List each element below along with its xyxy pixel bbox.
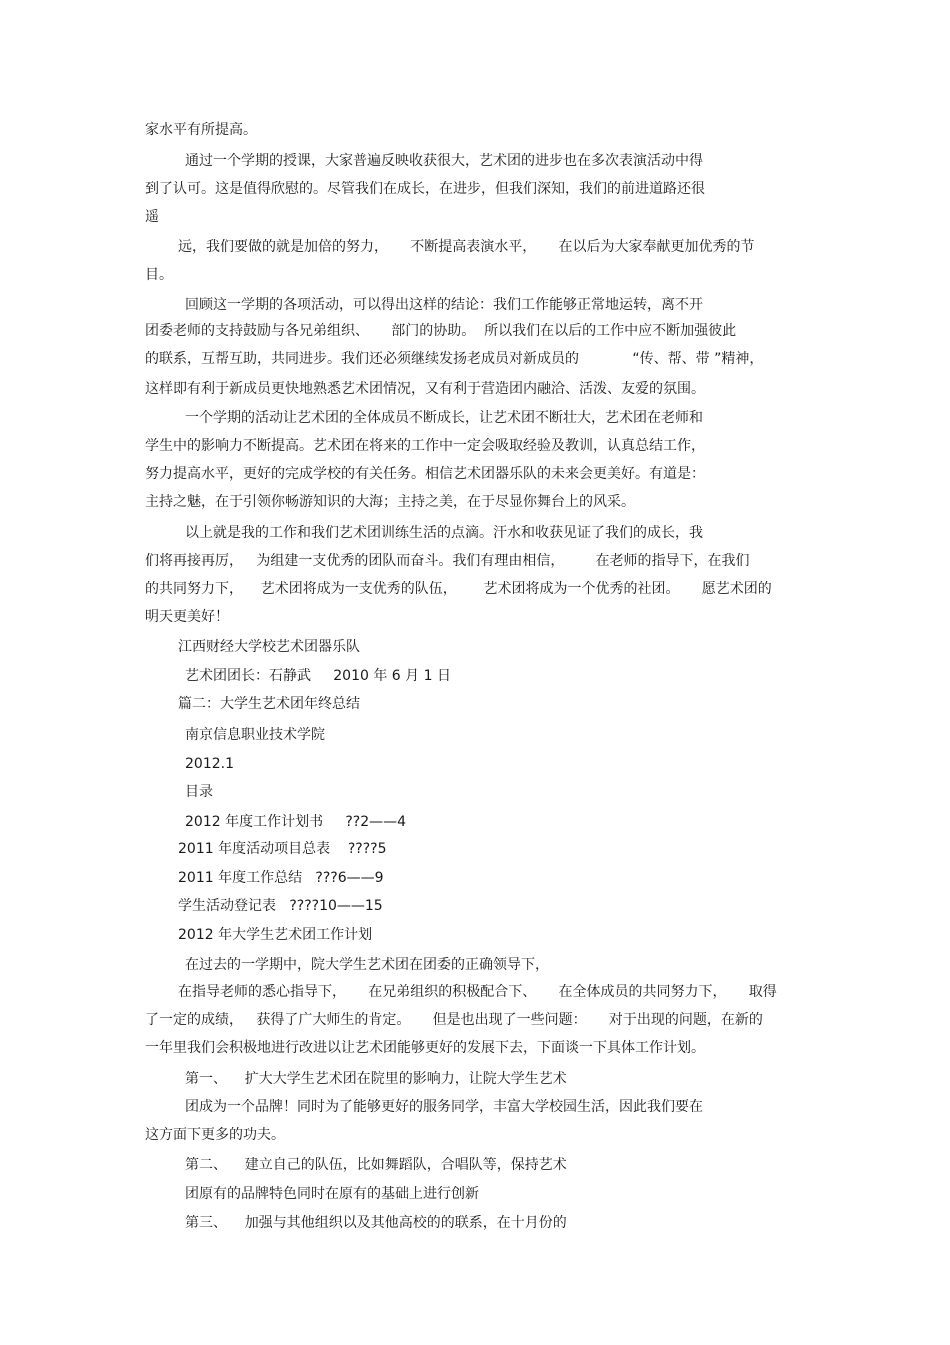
toc-item: 2012 年度工作计划书 ??2——4 — [185, 814, 407, 830]
text-line: 一年里我们会积极地进行改进以让艺术团能够更好的发展下去，下面谈一下具体工作计划。 — [145, 1040, 705, 1056]
text-line: 的共同努力下， 艺术团将成为一支优秀的队伍， 艺术团将成为一个优秀的社团。 愿艺术团的 — [145, 581, 772, 597]
text-line: 遥 — [145, 209, 159, 225]
text-line: 到了认可。这是值得欣慰的。尽管我们在成长，在进步，但我们深知，我们的前进道路还很 — [145, 181, 705, 197]
text-line: 了一定的成绩， 获得了广大师生的肯定。 但是也出现了一些问题： 对于出现的问题，在新的 — [145, 1012, 763, 1028]
text-line: 团成为一个品牌！同时为了能够更好的服务同学，丰富大学校园生活，因此我们要在 — [185, 1099, 703, 1115]
text-line: 在过去的一学期中，院大学生艺术团在团委的正确领导下， — [185, 957, 549, 973]
text-line: 主持之魅，在于引领你畅游知识的大海；主持之美，在于尽显你舞台上的风采。 — [145, 494, 635, 510]
plan-title: 2012 年大学生艺术团工作计划 — [178, 927, 373, 943]
text-line: 回顾这一学期的各项活动，可以得出这样的结论：我们工作能够正常地运转，离不开 — [185, 297, 703, 313]
text-line: 的联系，互帮互助，共同进步。我们还必须继续发扬老成员对新成员的 “传、帮、带 ”精神， — [145, 351, 764, 367]
text-line: 们将再接再厉， 为组建一支优秀的团队而奋斗。我们有理由相信， 在老师的指导下，在我们 — [145, 553, 750, 569]
toc-item: 2011 年度活动项目总表 ????5 — [178, 841, 387, 857]
toc-item: 2011 年度工作总结 ???6——9 — [178, 870, 384, 886]
text-line: 明天更美好！ — [145, 609, 229, 625]
text-line: 通过一个学期的授课，大家普遍反映收获很大，艺术团的进步也在多次表演活动中得 — [185, 153, 703, 169]
text-line: 这样即有利于新成员更快地熟悉艺术团情况，又有利于营造团内融洽、活泼、友爱的氛围。 — [145, 381, 705, 397]
text-line: 学生中的影响力不断提高。艺术团在将来的工作中一定会吸取经验及教训，认真总结工作， — [145, 438, 705, 454]
text-line: 团委老师的支持鼓励与各兄弟组织、 部门的协助。 所以我们在以后的工作中应不断加强彼此 — [145, 323, 737, 339]
plan-item-1: 第一、 扩大大学生艺术团在院里的影响力，让院大学生艺术 — [185, 1071, 567, 1087]
text-line: 在指导老师的悉心指导下， 在兄弟组织的积极配合下、 在全体成员的共同努力下， 取得 — [178, 984, 777, 1000]
institution-name: 南京信息职业技术学院 — [185, 727, 325, 743]
toc-heading: 目录 — [185, 784, 213, 800]
section-heading: 篇二：大学生艺术团年终总结 — [178, 696, 360, 712]
text-line: 努力提高水平，更好的完成学校的有关任务。相信艺术团器乐队的未来会更美好。有道是： — [145, 466, 705, 482]
plan-item-3: 第三、 加强与其他组织以及其他高校的的联系，在十月份的 — [185, 1215, 567, 1231]
toc-item: 学生活动登记表 ????10——15 — [178, 898, 383, 914]
text-line: 远，我们要做的就是加倍的努力， 不断提高表演水平， 在以后为大家奉献更加优秀的节 — [178, 239, 755, 255]
text-line: 一个学期的活动让艺术团的全体成员不断成长，让艺术团不断壮大，艺术团在老师和 — [185, 410, 703, 426]
doc-date: 2012.1 — [185, 756, 234, 772]
text-line: 这方面下更多的功夫。 — [145, 1127, 285, 1143]
leader-date: 艺术团团长：石静武 2010 年 6 月 1 日 — [185, 668, 451, 684]
org-signature: 江西财经大学校艺术团器乐队 — [178, 639, 360, 655]
text-line: 目。 — [145, 267, 173, 283]
text-line: 家水平有所提高。 — [145, 122, 257, 138]
text-line: 以上就是我的工作和我们艺术团训练生活的点滴。汗水和收获见证了我们的成长，我 — [185, 525, 703, 541]
plan-item-2: 第二、 建立自己的队伍，比如舞蹈队，合唱队等，保持艺术 — [185, 1157, 567, 1173]
text-line: 团原有的品牌特色同时在原有的基础上进行创新 — [185, 1186, 479, 1202]
